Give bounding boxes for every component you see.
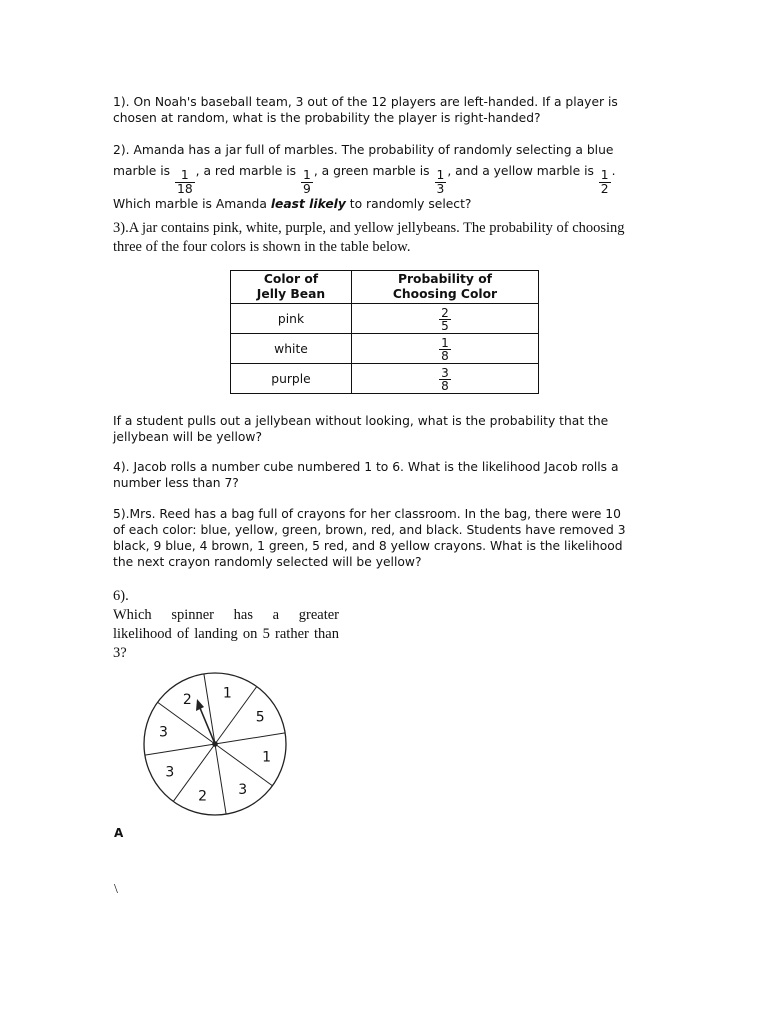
cell-probability bbox=[352, 304, 539, 334]
question-4: 4). Jacob rolls a number cube numbered 1 to 6. What is the likelihood Jacob rolls a number less than 7? bbox=[113, 460, 619, 490]
fraction-blue: $\frac{1}{18}$ bbox=[177, 168, 193, 196]
spinner-section-label: 1 bbox=[222, 685, 232, 702]
table-fraction: $\frac{3}{8}$ bbox=[441, 365, 449, 393]
q1-line1: 1). On Noah's baseball team, 3 out of the 12 players are left-handed. If a player is bbox=[113, 95, 618, 109]
q3-line1: 3).A jar contains pink, white, purple, and yellow jellybeans. The probability of choosing bbox=[113, 220, 625, 236]
spinner-section-label: 2 bbox=[198, 788, 208, 805]
q6-line3: 3? bbox=[113, 645, 127, 661]
stray-mark: \ bbox=[114, 882, 118, 897]
header-color: Color of Jelly Bean bbox=[231, 271, 352, 304]
q6-label: 6). bbox=[113, 588, 129, 604]
question-3 bbox=[113, 219, 653, 257]
q2-text-2: , a red marble is bbox=[195, 164, 300, 178]
q2-line1: 2). Amanda has a jar full of marbles. The probability of randomly selecting a blue bbox=[113, 143, 614, 157]
question-5: 5).Mrs. Reed has a bag full of crayons for her classroom. In the bag, there were 10 of each color: blue, yellow, green, brown, red, and black. Students have removed 3 black, 9 blue, 4 brown, 1 green, 5 red, and 8 yellow crayons. What is the likelihood the next crayon randomly selected will be yellow? bbox=[113, 507, 626, 569]
table-fraction: $\frac{1}{8}$ bbox=[441, 335, 449, 363]
table-row bbox=[231, 334, 539, 364]
q1-line2: chosen at random, what is the probability the player is right-handed? bbox=[113, 111, 541, 125]
spinner-section-label: 5 bbox=[255, 709, 265, 726]
cell-color: white bbox=[231, 334, 352, 364]
fraction-yellow: $\frac{1}{2}$ bbox=[600, 168, 609, 196]
table-fraction: $\frac{2}{5}$ bbox=[441, 305, 449, 333]
table-row bbox=[231, 304, 539, 334]
cell-probability bbox=[352, 334, 539, 364]
spinner-section-label: 2 bbox=[182, 691, 192, 708]
q6-line1: Which spinner has a greater bbox=[113, 607, 339, 623]
q2-text-3: , a green marble is bbox=[313, 164, 434, 178]
fraction-red: $\frac{1}{9}$ bbox=[302, 168, 311, 196]
cell-probability bbox=[352, 364, 539, 394]
q2-text-1: marble is bbox=[113, 164, 174, 178]
fraction-green: $\frac{1}{3}$ bbox=[436, 168, 445, 196]
spinner-a bbox=[140, 668, 290, 818]
cell-color: pink bbox=[231, 304, 352, 334]
q2-line2 bbox=[113, 163, 653, 196]
q6-line2: likelihood of landing on 5 rather than bbox=[113, 626, 339, 642]
header-probability: Probability of Choosing Color bbox=[352, 271, 539, 304]
probability-table bbox=[230, 270, 539, 394]
cell-color: purple bbox=[231, 364, 352, 394]
q2-text-5: . bbox=[611, 164, 616, 178]
q3-line2: three of the four colors is shown in the table below. bbox=[113, 239, 411, 255]
spinner-section-label: 3 bbox=[238, 782, 248, 799]
table-header-row bbox=[231, 271, 539, 304]
spinner-a-label: A bbox=[114, 826, 124, 840]
question-3-followup: If a student pulls out a jellybean without looking, what is the probability that the jellybean will be yellow? bbox=[113, 414, 609, 444]
spinner-hub bbox=[212, 741, 218, 747]
q2-line3: Which marble is Amanda least likely to randomly select? bbox=[113, 197, 472, 211]
q2-emphasis: least likely bbox=[270, 197, 346, 211]
question-6 bbox=[113, 587, 339, 663]
question-2 bbox=[113, 142, 653, 212]
q2-text-4: , and a yellow marble is bbox=[447, 164, 598, 178]
spinner-section-label: 1 bbox=[262, 749, 271, 766]
question-1 bbox=[113, 94, 653, 126]
spinner-section-label: 3 bbox=[165, 764, 175, 781]
table-row bbox=[231, 364, 539, 394]
spinner-section-label: 3 bbox=[159, 724, 168, 741]
